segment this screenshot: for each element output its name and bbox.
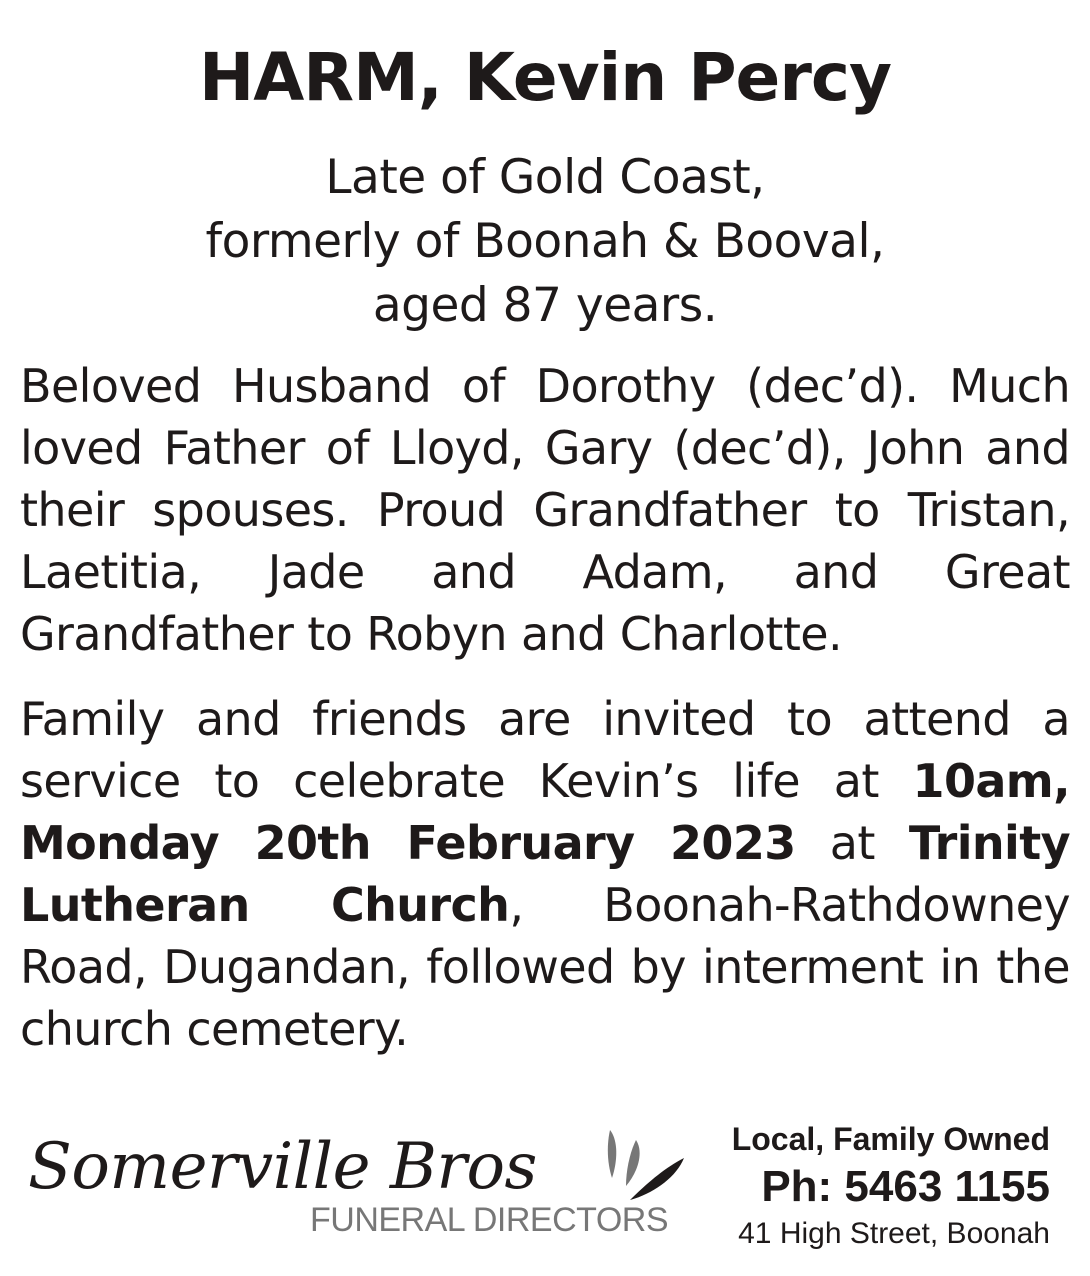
subtitle-line-residence: Late of Gold Coast, <box>325 150 765 205</box>
service-paragraph <box>20 688 1070 1060</box>
subtitle-line-age: aged 87 years. <box>372 278 718 333</box>
logo-subtitle: FUNERAL DIRECTORS <box>310 1201 668 1239</box>
notice-name: HARM, Kevin Percy <box>198 39 892 116</box>
notice-subtitle <box>0 146 1090 338</box>
tagline: Local, Family Owned <box>731 1121 1050 1157</box>
contact-block <box>670 1118 1050 1254</box>
service-rest: , Boonah-Rathdowney Road, Dugandan, followed by interment in the church cemetery. <box>20 878 1070 1056</box>
family-paragraph: Beloved Husband of Dorothy (dec’d). Much loved Father of Lloyd, Gary (dec’d), John and their spouses. Proud Grandfather to Tristan, Laetitia, Jade and Adam, and Great Grandfather to Robyn and Charlotte. <box>20 359 1070 661</box>
service-time-date: 10am, Monday 20th February 2023 <box>20 754 1070 870</box>
service-at: at <box>795 816 909 870</box>
funeral-director-logo <box>28 1122 678 1252</box>
street-address: 41 High Street, Boonah <box>738 1217 1050 1250</box>
service-intro: Family and friends are invited to attend a service to celebrate Kevin’s life at <box>20 692 1070 808</box>
phone-number: Ph: 5463 1155 <box>761 1162 1050 1211</box>
logo-name: Somerville Bros <box>28 1130 537 1204</box>
subtitle-line-formerly: formerly of Boonah & Booval, <box>205 214 885 269</box>
service-venue: Trinity Lutheran Church <box>20 816 1070 932</box>
